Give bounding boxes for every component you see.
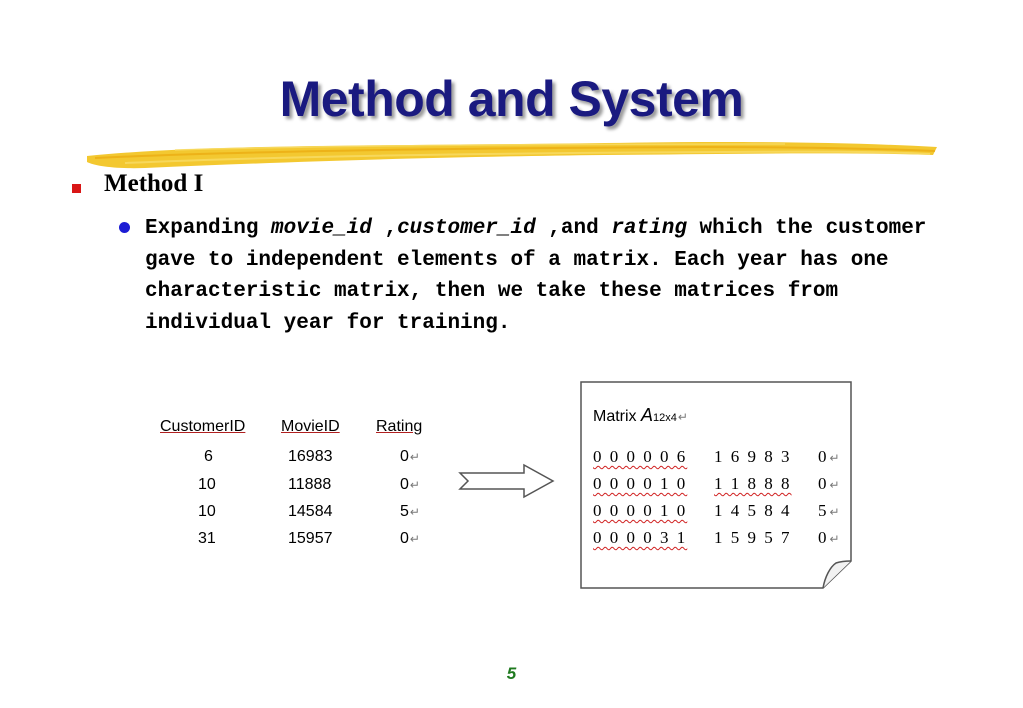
- slide-title: Method and System: [279, 71, 744, 127]
- table-cell: 5↵: [400, 503, 420, 520]
- term-customer-id: customer_id: [397, 217, 536, 240]
- method-description: [145, 213, 975, 339]
- right-outline-arrow-icon: [458, 463, 556, 499]
- title-brush-underline: [85, 138, 940, 172]
- table-header-customerid: CustomerID: [160, 418, 246, 435]
- table-cell: 0↵: [400, 530, 420, 547]
- table-cell: 31: [198, 530, 216, 547]
- matrix-subscript: 12x4: [653, 412, 677, 424]
- red-square-bullet-icon: [72, 184, 81, 193]
- text-run: Expanding: [145, 217, 272, 240]
- table-cell: 10: [198, 503, 216, 520]
- table-cell: 0↵: [400, 448, 420, 465]
- table-cell: 6: [204, 448, 213, 465]
- matrix-row: 0 0 0 0 3 1: [593, 528, 688, 547]
- page-number: 5: [506, 664, 517, 683]
- matrix-row: 1 1 8 8 8: [714, 474, 792, 493]
- table-cell: 10: [198, 476, 216, 493]
- return-mark-icon: ↵: [409, 505, 420, 519]
- table-cell: 15957: [288, 530, 333, 547]
- matrix-row: 0 0 0 0 0 6: [593, 447, 688, 466]
- matrix-row: 0↵: [818, 528, 842, 547]
- matrix-row: 1 4 5 8 4: [714, 501, 792, 520]
- return-mark-icon: ↵: [677, 410, 688, 424]
- return-mark-icon: ↵: [409, 450, 420, 464]
- text-run: ,and: [535, 217, 612, 240]
- term-rating: rating: [611, 217, 687, 240]
- matrix-row: 5↵: [818, 501, 842, 520]
- matrix-row: 1 6 9 8 3: [714, 447, 792, 466]
- text-run: which the customer gave to independent elements of a matrix. Each year has one characteristic matrix, then we take these matrices from individual year for training.: [145, 217, 927, 335]
- method-heading: Method I: [104, 170, 204, 197]
- table-cell: 0↵: [400, 476, 420, 493]
- matrix-row: 1 5 9 5 7: [714, 528, 792, 547]
- return-mark-icon: ↵: [409, 532, 420, 546]
- return-mark-icon: ↵: [409, 478, 420, 492]
- table-header-rating: Rating: [376, 418, 423, 435]
- matrix-row: 0 0 0 0 1 0: [593, 474, 688, 493]
- matrix-symbol: A: [641, 405, 654, 425]
- table-cell: 14584: [288, 503, 333, 520]
- table-header-movieid: MovieID: [281, 418, 340, 435]
- table-cell: 16983: [288, 448, 333, 465]
- text-run: ,: [371, 217, 398, 240]
- blue-round-bullet-icon: [119, 222, 130, 233]
- table-cell: 11888: [288, 476, 332, 493]
- matrix-row: 0↵: [818, 447, 842, 466]
- matrix-row: 0↵: [818, 474, 842, 493]
- term-movie-id: movie_id: [271, 217, 372, 240]
- matrix-row: 0 0 0 0 1 0: [593, 501, 688, 520]
- matrix-title: Matrix A12x4↵: [593, 405, 688, 425]
